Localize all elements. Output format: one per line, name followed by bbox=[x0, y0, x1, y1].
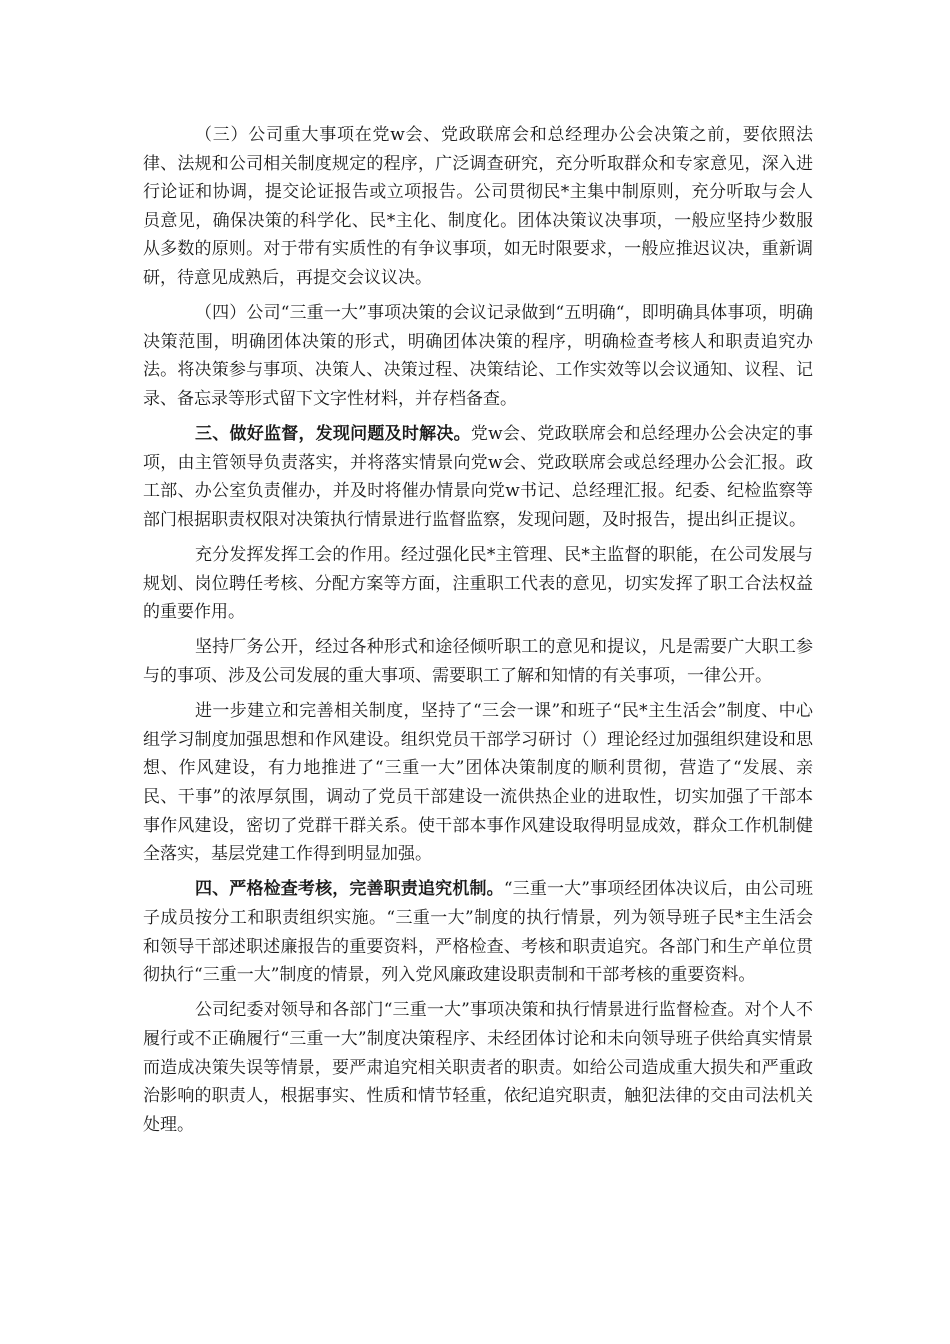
paragraph-text: 进一步建立和完善相关制度，坚持了“三会一课”和班子“民*主生活会”制度、中心组学习制度加强思想和作风建设。组织党员干部学习研讨（）理论经过加强组织建设和思想、作风建设，有力地推进了“三重一大”团体决策制度的顺利贯彻，营造了“发展、亲民、干事”的浓厚氛围，调动了党员干部建设一流供热企业的进取性，切实加强了干部本事作风建设，密切了党群干群关系。使干部本事作风建设取得明显成效，群众工作机制健全落实，基层党建工作得到明显加强。 bbox=[143, 701, 813, 865]
paragraph-text: （三）公司重大事项在党w会、党政联席会和总经理办公会决策之前，要依照法律、法规和公司相关制度规定的程序，广泛调查研究，充分听取群众和专家意见，深入进行论证和协调，提交论证报告或立项报告。公司贯彻民*主集中制原则，充分听取与会人员意见，确保决策的科学化、民*主化、制度化。团体决策议决事项，一般应坚持少数服从多数的原则。对于带有实质性的有争议事项，如无时限要求，一般应推迟议决，重新调研，待意见成熟后，再提交会议议决。 bbox=[143, 125, 813, 288]
paragraph-three-section-3 bbox=[143, 121, 813, 293]
paragraph-text: （四）公司“三重一大”事项决策的会议记录做到“五明确“，即明确具体事项，明确决策范围，明确团体决策的形式，明确团体决策的程序，明确检查考核人和职责追究办法。将决策参与事项、决策人、决策过程、决策结论、工作实效等以会议通知、议程、记录、备忘录等形式留下文字性材料，并存档备查。 bbox=[143, 303, 813, 409]
paragraph-three-section-4 bbox=[143, 299, 813, 413]
paragraph-discipline bbox=[143, 996, 813, 1139]
paragraph-union bbox=[143, 541, 813, 627]
document-page bbox=[143, 121, 813, 1146]
paragraph-text: 党w会、党政联席会和总经理办公会决定的事项，由主管领导负责落实，并将落实情景向党w会、党政联席会或总经理办公会汇报。政工部、办公室负责催办，并及时将催办情景向党w书记、总经理汇报。纪委、纪检监察等部门根据职责权限对决策执行情景进行监督监察，发现问题，及时报告，提出纠正提议。 bbox=[143, 424, 813, 530]
paragraph-supervision bbox=[143, 420, 813, 534]
section-heading: 三、做好监督，发现问题及时解决。 bbox=[195, 424, 471, 445]
paragraph-inspection bbox=[143, 875, 813, 989]
paragraph-text: 充分发挥发挥工会的作用。经过强化民*主管理、民*主监督的职能，在公司发展与规划、岗位聘任考核、分配方案等方面，注重职工代表的意见，切实发挥了职工合法权益的重要作用。 bbox=[143, 545, 813, 623]
paragraph-text: 公司纪委对领导和各部门“三重一大”事项决策和执行情景进行监督检查。对个人不履行或不正确履行“三重一大”制度决策程序、未经团体讨论和未向领导班子供给真实情景而造成决策失误等情景，要严肃追究相关职责者的职责。如给公司造成重大损失和严重政治影响的职责人，根据事实、性质和情节轻重，依纪追究职责，触犯法律的交由司法机关处理。 bbox=[143, 1000, 813, 1135]
paragraph-systems bbox=[143, 697, 813, 869]
section-heading: 四、严格检查考核，完善职责追究机制。 bbox=[195, 879, 504, 900]
paragraph-text: “三重一大”事项经团体决议后，由公司班子成员按分工和职责组织实施。“三重一大”制度的执行情景，列为领导班子民*主生活会和领导干部述职述廉报告的重要资料，严格检查、考核和职责追究。各部门和生产单位贯彻执行“三重一大”制度的情景，列入党风廉政建设职责制和干部考核的重要资料。 bbox=[143, 879, 813, 986]
paragraph-text: 坚持厂务公开，经过各种形式和途径倾听职工的意见和提议，凡是需要广大职工参与的事项、涉及公司发展的重大事项、需要职工了解和知情的有关事项，一律公开。 bbox=[143, 637, 813, 687]
paragraph-openness bbox=[143, 633, 813, 690]
